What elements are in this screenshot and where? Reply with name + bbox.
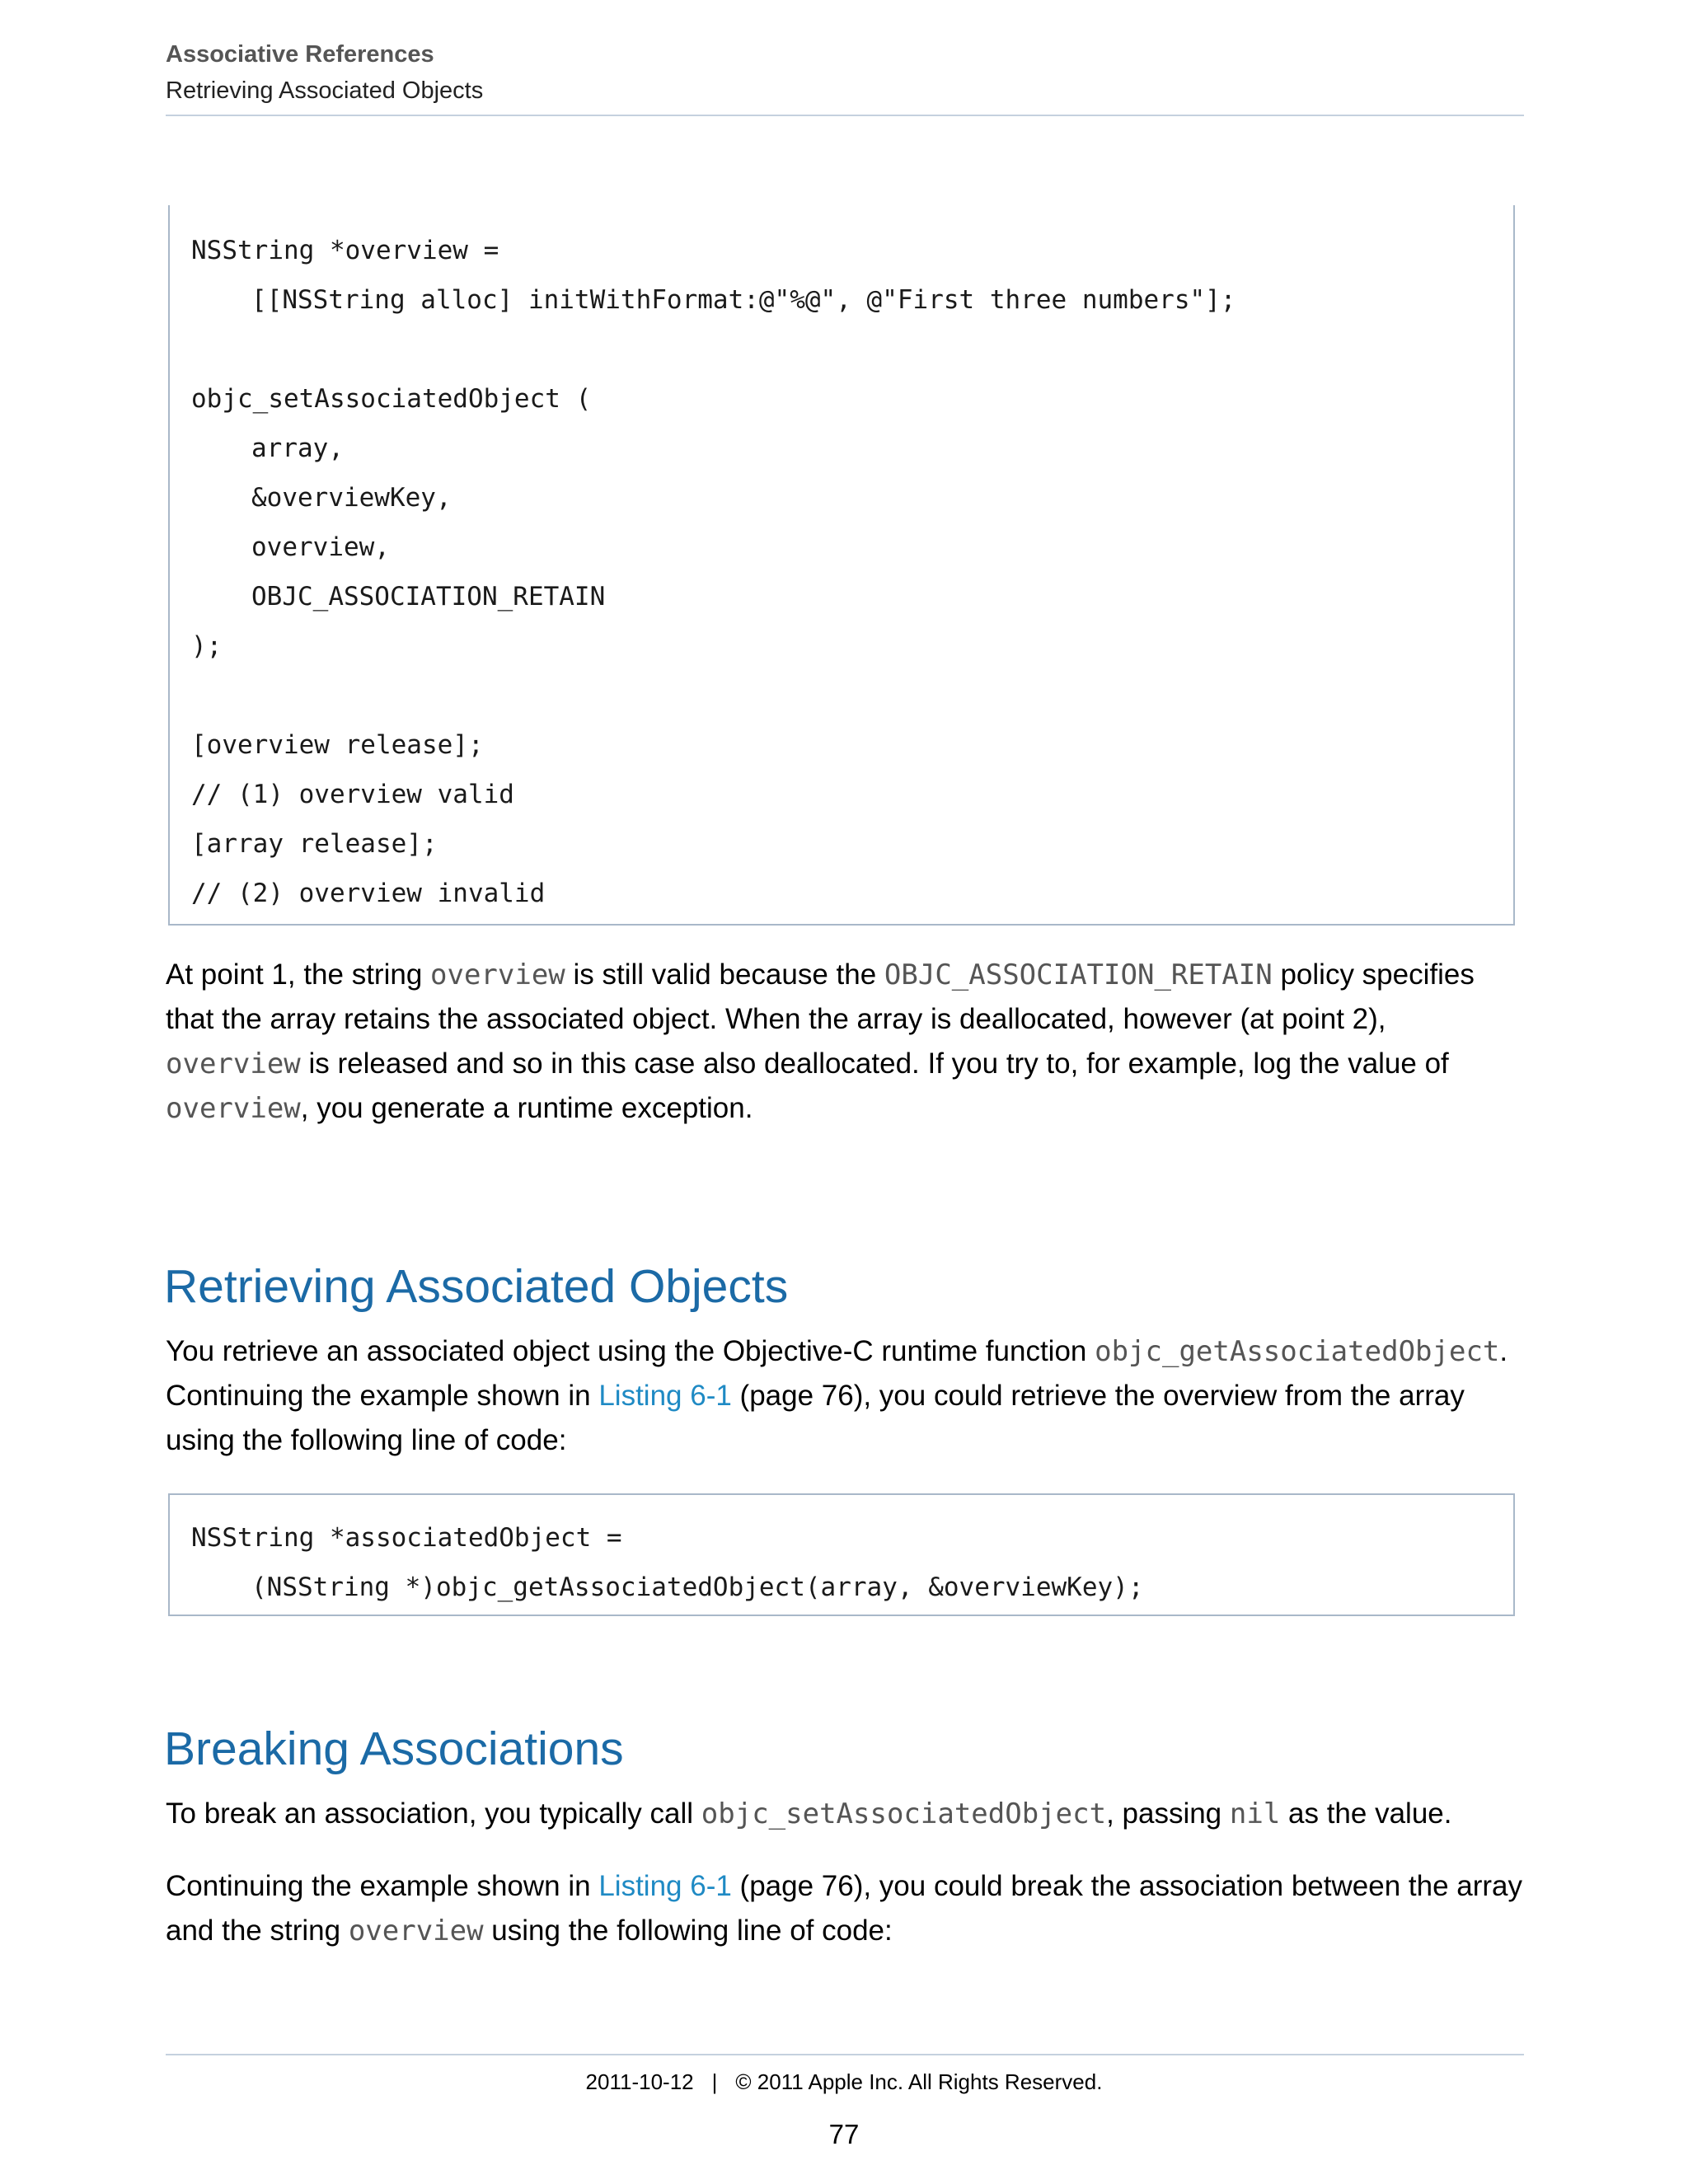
text-run: is still valid because the — [565, 958, 884, 991]
code-line: overview, — [251, 532, 390, 562]
text-run: . Continuing the example shown in — [166, 1335, 1508, 1412]
text-run: policy specifies that the array retains the associated object. When the array is deallocated, however (at point 2), — [166, 958, 1475, 1035]
code-blank-line — [191, 325, 1513, 374]
code-line: NSString *overview = — [191, 236, 499, 265]
code-line: NSString *associatedObject = — [191, 1523, 622, 1553]
code-line: [overview release]; — [191, 730, 484, 760]
header-divider — [166, 115, 1524, 116]
body-paragraph — [166, 953, 1526, 1131]
inline-code: overview — [348, 1915, 484, 1947]
page-number: 77 — [828, 2119, 860, 2149]
listing-link[interactable]: Listing 6-1 — [598, 1380, 732, 1412]
inline-code: overview — [430, 958, 565, 991]
code-line: objc_setAssociatedObject ( — [191, 384, 592, 414]
inline-code: objc_getAssociatedObject — [1095, 1335, 1500, 1368]
inline-code: nil — [1229, 1797, 1281, 1830]
text-run: , passing — [1106, 1797, 1230, 1830]
text-run: , you generate a runtime exception. — [300, 1092, 753, 1124]
text-run: (page 76), you could break the association between the array and the string — [166, 1870, 1523, 1947]
text-run: To break an association, you typically call — [166, 1797, 701, 1830]
code-line: ); — [191, 631, 223, 661]
running-header — [166, 36, 1524, 109]
section-title: Retrieving Associated Objects — [166, 77, 484, 104]
inline-code: OBJC_ASSOCIATION_RETAIN — [884, 958, 1273, 991]
footer — [0, 2065, 1688, 2098]
code-line: OBJC_ASSOCIATION_RETAIN — [251, 582, 606, 612]
code-line: &overviewKey, — [251, 483, 452, 513]
inline-code: overview — [166, 1092, 301, 1125]
listing-link[interactable]: Listing 6-1 — [598, 1870, 732, 1902]
code-line: // (1) overview valid — [191, 780, 514, 809]
footer-copyright: © 2011 Apple Inc. All Rights Reserved. — [735, 2069, 1103, 2094]
chapter-title: Associative References — [166, 41, 434, 68]
code-line: array, — [251, 434, 344, 463]
inline-code: overview — [166, 1047, 301, 1080]
code-blank-line — [191, 671, 1513, 720]
body-paragraph — [166, 1792, 1526, 1836]
code-line: // (2) overview invalid — [191, 879, 546, 908]
body-paragraph — [166, 1329, 1526, 1463]
text-run: (page 76), you could retrieve the overview from the array using the following line of code: — [166, 1380, 1465, 1456]
text-run: Continuing the example shown in — [166, 1870, 599, 1902]
body-paragraph — [166, 1864, 1526, 1953]
text-run: You retrieve an associated object using the Objective-C runtime function — [166, 1335, 1095, 1367]
text-run: as the value. — [1280, 1797, 1452, 1830]
footer-date: 2011-10-12 — [585, 2069, 694, 2094]
section-heading-retrieving: Retrieving Associated Objects — [164, 1260, 789, 1313]
code-listing-get-association — [168, 1493, 1515, 1616]
code-line: (NSString *)objc_getAssociatedObject(array, &overviewKey); — [251, 1572, 1144, 1602]
footer-divider — [166, 2054, 1524, 2055]
text-run: using the following line of code: — [483, 1915, 893, 1947]
footer-separator: | — [711, 2069, 718, 2094]
code-listing-set-association — [168, 205, 1515, 926]
code-line: [[NSString alloc] initWithFormat:@"%@", @"First three numbers"]; — [251, 285, 1236, 315]
code-line: [array release]; — [191, 829, 438, 859]
inline-code: objc_setAssociatedObject — [701, 1797, 1107, 1830]
text-run: is released and so in this case also deallocated. If you try to, for example, log the value of — [300, 1047, 1449, 1080]
section-heading-breaking: Breaking Associations — [164, 1722, 624, 1775]
text-run: At point 1, the string — [166, 958, 431, 991]
